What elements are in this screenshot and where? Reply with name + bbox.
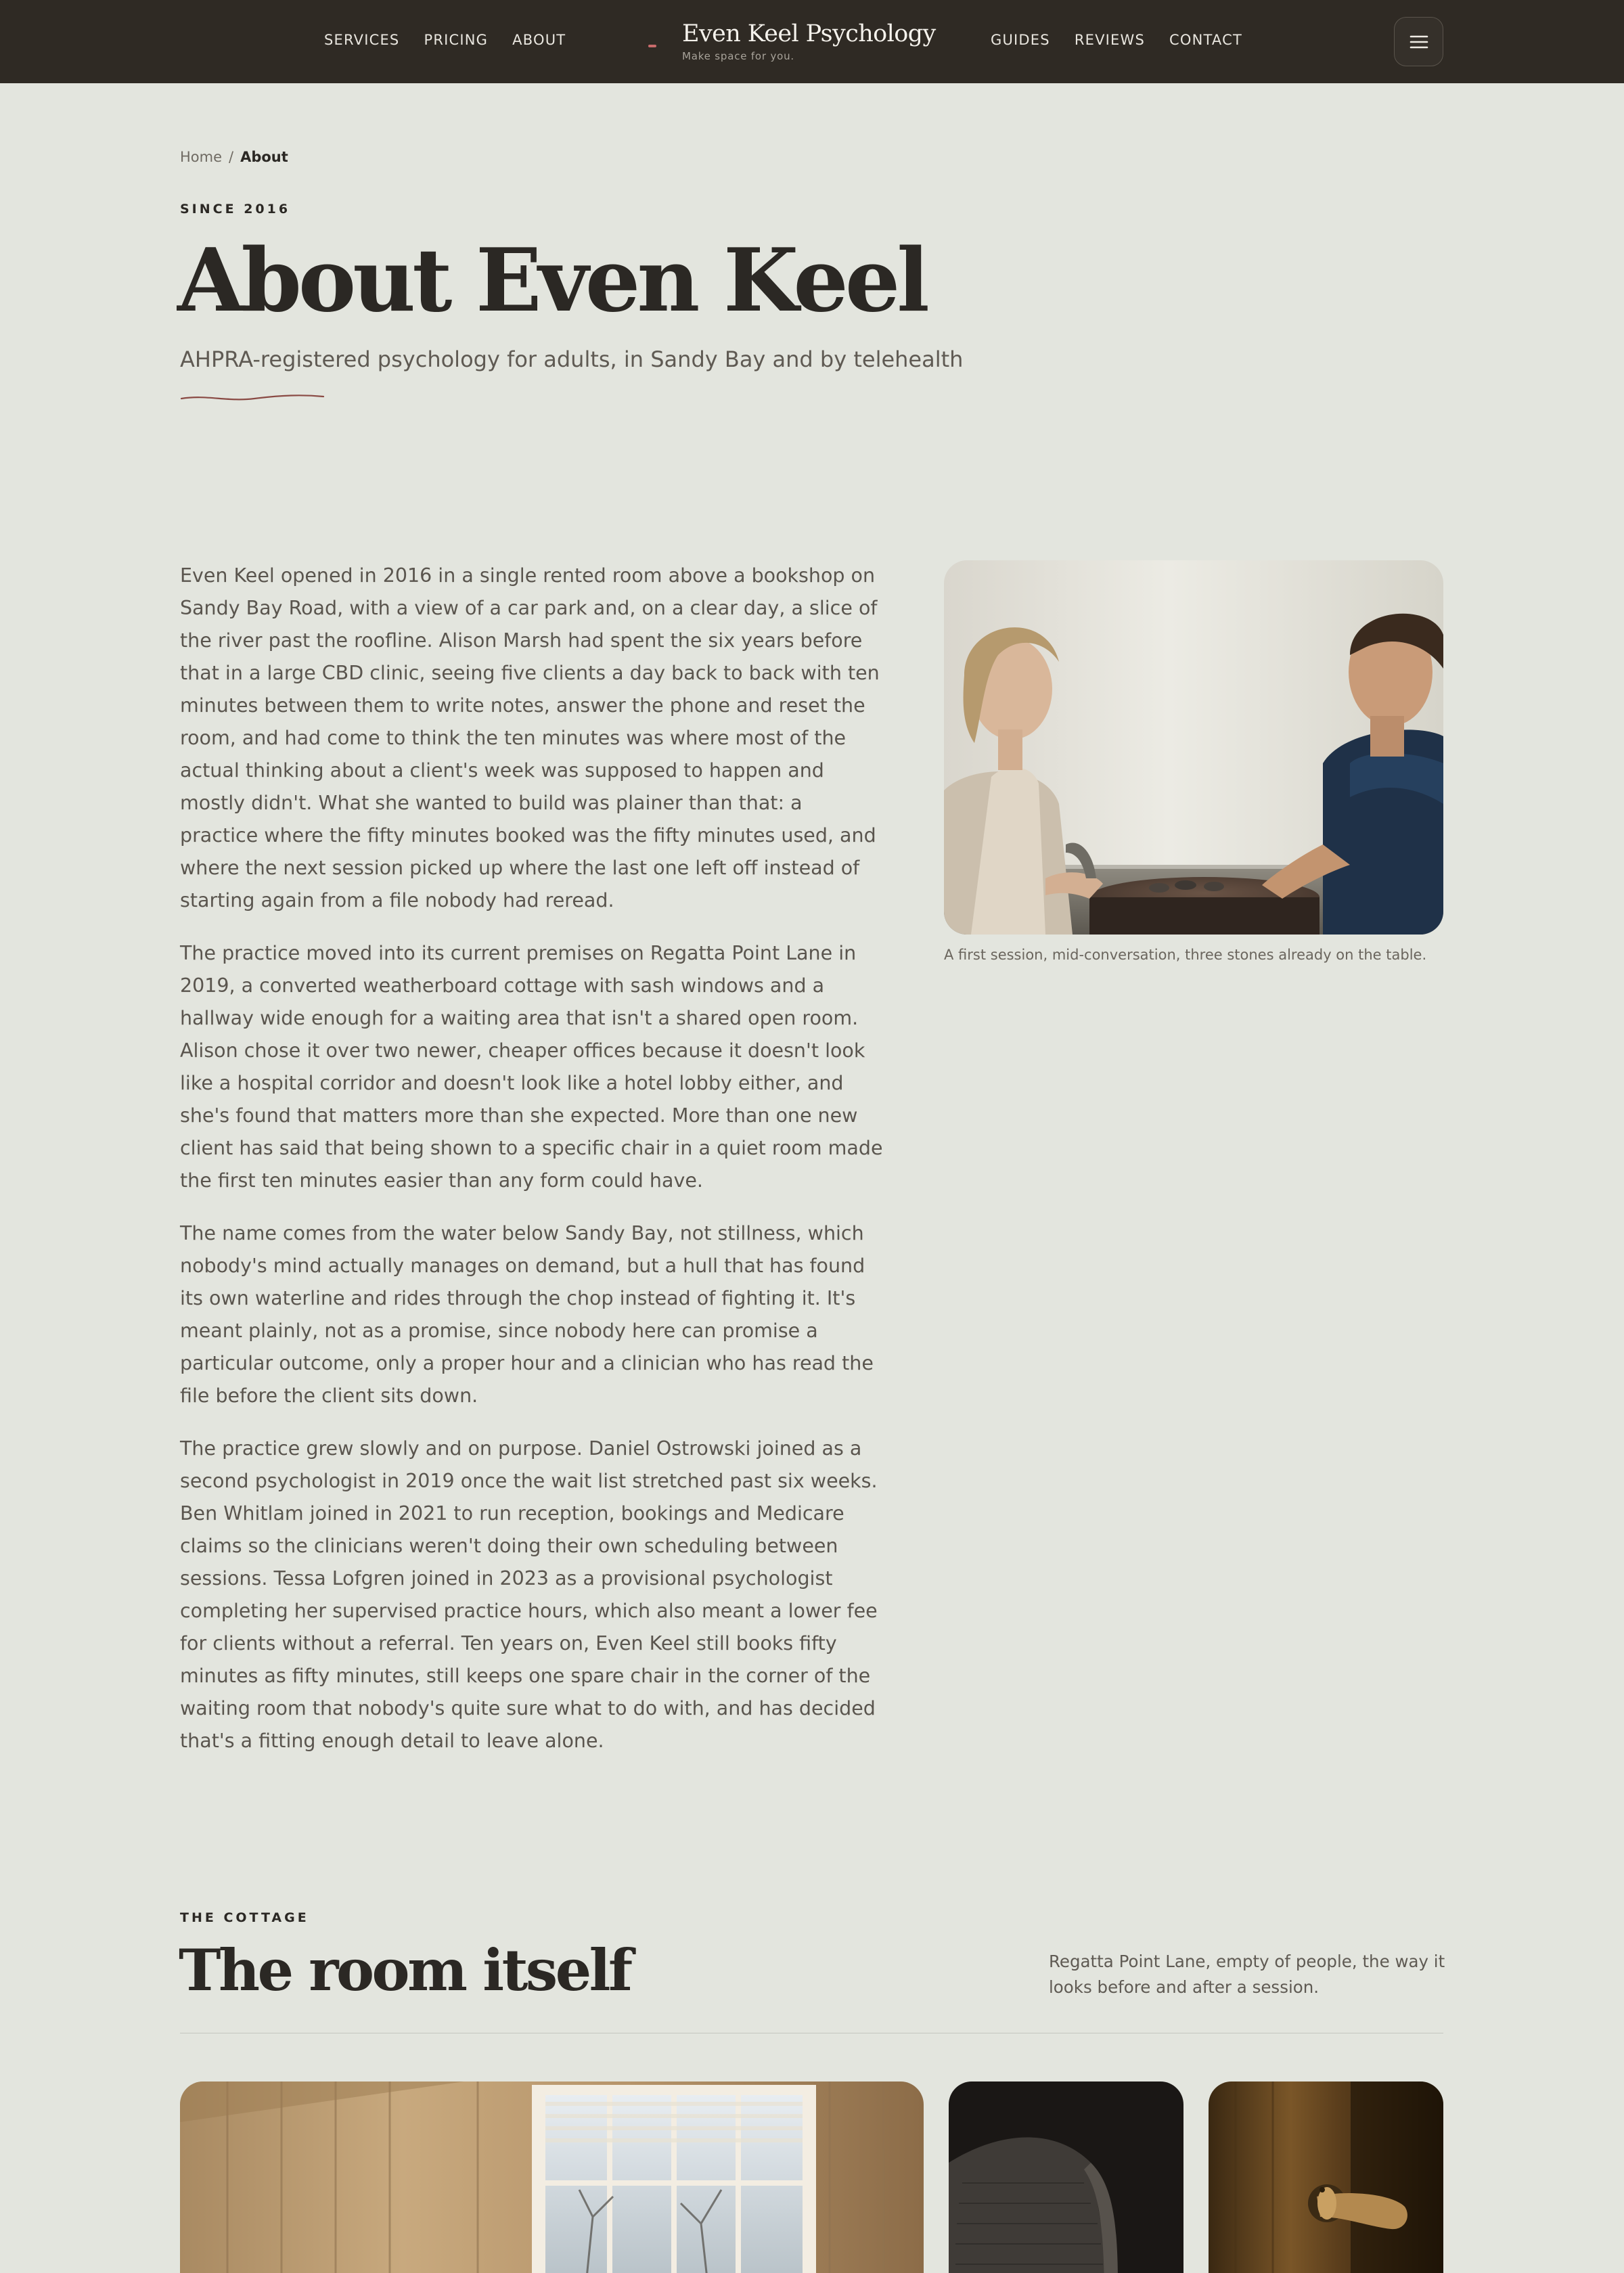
breadcrumb — [180, 149, 288, 165]
breadcrumb-home-link[interactable]: Home — [180, 149, 223, 165]
breadcrumb-current: About — [240, 149, 288, 165]
room-eyebrow: THE COTTAGE — [180, 1910, 309, 1925]
page-subtitle: AHPRA-registered psychology for adults, in Sandy Bay and by telehealth — [180, 346, 964, 372]
story-paragraph: Even Keel opened in 2016 in a single rented room above a bookshop on Sandy Bay Road, with a view of a car park and, on a clear day, a slice of the river past the roofline. Alison Marsh had spent the six years before that in a large CBD clinic, seeing five clients a day back to back with ten minutes between them to write notes, answer the phone and reset the room, and had come to think the ten minutes was where most of the actual thinking about a client's week was supposed to happen and mostly didn't. What she wanted to build was plainer than that: a practice where the fifty minutes booked was the fifty minutes used, and where the next session picked up where the last one left off instead of starting again from a file nobody had reread. — [180, 564, 880, 912]
brand-text — [682, 20, 936, 62]
room-photo-window — [180, 2081, 924, 2273]
nav-link-about[interactable]: ABOUT — [512, 32, 566, 48]
nav-link-reviews[interactable]: REVIEWS — [1074, 32, 1145, 48]
brand-name: Even Keel Psychology — [682, 20, 936, 47]
session-photo-caption: A first session, mid-conversation, three stones already on the table. — [944, 947, 1427, 963]
hero-eyebrow: SINCE 2016 — [180, 202, 291, 217]
page-title: About Even Keel — [177, 230, 926, 332]
room-photo-door-handle — [1209, 2081, 1443, 2273]
about-story — [180, 560, 884, 1778]
session-photo — [944, 560, 1443, 935]
hamburger-icon — [1408, 31, 1430, 53]
brand-tagline: Make space for you. — [682, 50, 794, 62]
nav-link-services[interactable]: SERVICES — [324, 32, 400, 48]
room-section-title: The room itself — [179, 1937, 631, 2004]
chair-fabric-illustration — [949, 2081, 1183, 2273]
room-window-illustration — [180, 2081, 924, 2273]
nav-link-guides[interactable]: GUIDES — [991, 32, 1050, 48]
session-photo-illustration — [944, 560, 1443, 935]
menu-button[interactable] — [1394, 17, 1443, 66]
primary-nav-left — [324, 0, 566, 80]
squiggle-divider-icon — [180, 392, 325, 403]
session-figure — [944, 560, 1443, 963]
brand-mark-icon — [648, 45, 656, 47]
brand-logo-link[interactable] — [648, 19, 936, 64]
site-header — [0, 0, 1624, 83]
room-photo-chair-fabric — [949, 2081, 1183, 2273]
door-handle-illustration — [1209, 2081, 1443, 2273]
primary-nav-right — [991, 0, 1242, 80]
story-paragraph: The practice moved into its current premises on Regatta Point Lane in 2019, a converted weatherboard cottage with sash windows and a hallway wide enough for a waiting area that isn't a shared open room. Alison chose it over two newer, cheaper offices because it doesn't look like a hospital corridor and doesn't look like a hotel lobby either, and she's found that matters more than she expected. More than one new client has said that being shown to a specific chair in a quiet room made the first ten minutes easier than any form could have. — [180, 942, 883, 1192]
story-paragraph: The name comes from the water below Sandy Bay, not stillness, which nobody's mind actually manages on demand, but a hull that has found its own waterline and rides through the chop instead of fighting it. It's meant plainly, not as a promise, since nobody here can promise a particular outcome, only a proper hour and a clinician who has read the file before the client sits down. — [180, 1222, 874, 1407]
nav-link-pricing[interactable]: PRICING — [424, 32, 489, 48]
breadcrumb-separator: / — [229, 149, 234, 165]
nav-link-contact[interactable]: CONTACT — [1169, 32, 1242, 48]
story-paragraph: The practice grew slowly and on purpose. Daniel Ostrowski joined as a second psychologist in 2019 once the wait list stretched past six weeks. Ben Whitlam joined in 2021 to run reception, bookings and Medicare claims so the clinicians weren't doing their own scheduling between sessions. Tessa Lofgren joined in 2023 as a provisional psychologist completing her supervised practice hours, which also meant a lower fee for clients without a referral. Ten years on, Even Keel still books fifty minutes as fifty minutes, still keeps one spare chair in the corner of the waiting room that nobody's quite sure what to do with, and has decided that's a fitting enough detail to leave alone. — [180, 1437, 878, 1752]
room-section-description: Regatta Point Lane, empty of people, the way it looks before and after a session. — [1049, 1952, 1445, 1997]
